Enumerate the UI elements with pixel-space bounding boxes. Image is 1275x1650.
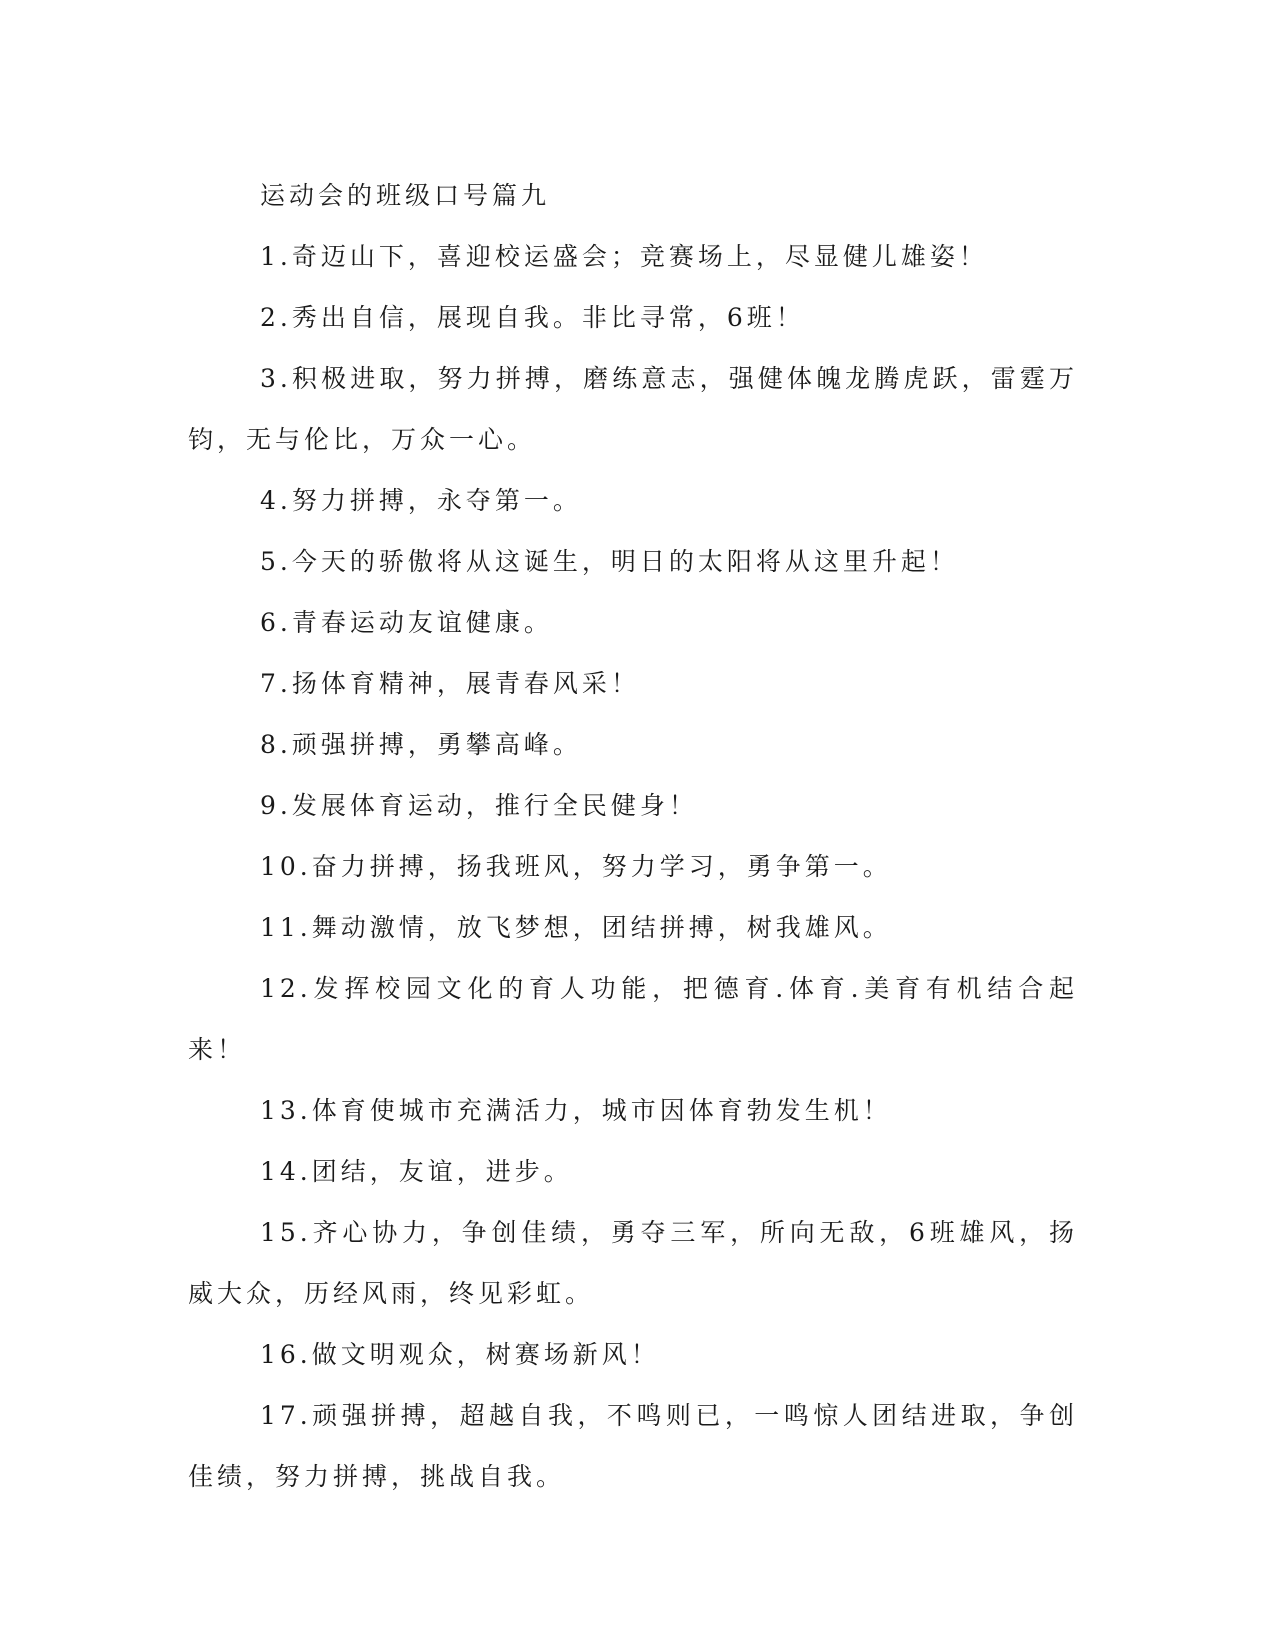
- section-heading: 运动会的班级口号篇九: [260, 181, 551, 210]
- slogan-paragraph: 7.扬体育精神，展青春风采！: [260, 669, 640, 698]
- slogan-paragraph: 10.奋力拼搏，扬我班风，努力学习，勇争第一。: [260, 852, 892, 881]
- slogan-paragraph: 17.顽强拼搏，超越自我，不鸣则已，一鸣惊人团结进取，争创佳绩，努力拼搏，挑战自我。: [188, 1401, 1078, 1491]
- slogan-paragraph: 3.积极进取，努力拼搏，磨练意志，强健体魄龙腾虎跃，雷霆万钧，无与伦比，万众一心。: [188, 364, 1078, 454]
- slogan-paragraph: 1.奇迈山下，喜迎校运盛会；竞赛场上，尽显健儿雄姿！: [260, 242, 988, 271]
- slogan-paragraph: 9.发展体育运动，推行全民健身！: [260, 791, 698, 820]
- slogan-paragraph: 2.秀出自信，展现自我。非比寻常，6班！: [260, 303, 805, 332]
- slogan-paragraph: 4.努力拼搏，永夺第一。: [260, 486, 582, 515]
- slogan-paragraph: 8.顽强拼搏，勇攀高峰。: [260, 730, 582, 759]
- slogan-paragraph: 5.今天的骄傲将从这诞生，明日的太阳将从这里升起！: [260, 547, 959, 576]
- slogan-paragraph: 15.齐心协力，争创佳绩，勇夺三军，所向无敌，6班雄风，扬威大众，历经风雨，终见彩虹。: [188, 1218, 1078, 1308]
- slogan-paragraph: 12.发挥校园文化的育人功能，把德育.体育.美育有机结合起来！: [188, 974, 1078, 1064]
- slogan-paragraph: 16.做文明观众，树赛场新风！: [260, 1340, 660, 1369]
- slogan-paragraph: 13.体育使城市充满活力，城市因体育勃发生机！: [260, 1096, 892, 1125]
- slogan-paragraph: 14.团结，友谊，进步。: [260, 1157, 573, 1186]
- slogan-paragraph: 6.青春运动友谊健康。: [260, 608, 553, 637]
- document-body: [188, 165, 1078, 1507]
- slogan-paragraph: 11.舞动激情，放飞梦想，团结拼搏，树我雄风。: [260, 913, 892, 942]
